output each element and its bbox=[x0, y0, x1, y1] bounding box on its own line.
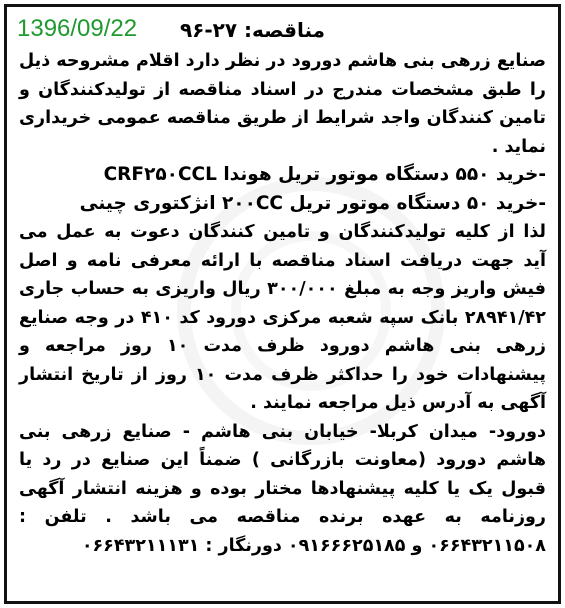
notice-title: مناقصه: ۲۷-۹۶ bbox=[179, 18, 326, 42]
date-stamp: 1396/09/22 bbox=[17, 15, 138, 42]
purchase-item: -خرید ۵۵۰ دستگاه موتور تریل هوندا CRF۲۵۰CCL bbox=[103, 164, 546, 185]
notice-intro: صنایع زرهی بنی هاشم دورود در نظر دارد اقلام مشروحه ذیل را طبق مشخصات مندرج در اسناد مناقصه از تولیدکنندگان و تامین کنندگان واجد شرایط از طریق مناقصه عمومی خریداری نماید . bbox=[19, 51, 546, 157]
notice-frame bbox=[4, 4, 561, 604]
notice-body: لذا از کلیه تولیدکنندگان و تامین کنندگان دعوت به عمل می آید جهت دریافت اسناد مناقصه با ارائه معرفی نامه و اصل فیش واریز وجه به مبلغ ۳۰۰/۰۰۰ ریال واریزی به حساب جاری ۲۸۹۴۱/۴۲ بانک سپه شعبه مرکزی دورود کد ۴۱۰ در وجه صنایع زرهی بنی هاشم دورود ظرف مدت ۱۰ روز مراجعه و پیشنهادات خود را حداکثر ظرف مدت ۱۰ روز از تاریخ انتشار آگهی به آدرس ذیل مراجعه نمایند . bbox=[19, 222, 547, 413]
notice-address: دورود- میدان کربلا- خیابان بنی هاشم - صنایع زرهی بنی هاشم دورود (معاونت بازرگانی ) ضمناً این صنایع در رد یا قبول یک یا کلیه پیشنهادها مختار بوده و هزینه انتشار آگهی روزنامه به عهده برنده مناقصه می باشد . تلفن : ۰۶۶۴۳۲۱۱۵۰۸ و ۰۹۱۶۶۶۲۵۱۸۵ دورنگار : ۰۶۶۴۳۲۱۱۱۳۱ bbox=[19, 421, 546, 556]
purchase-item: -خرید ۵۰ دستگاه موتور تریل ۲۰۰CC انژکتوری چینی bbox=[79, 192, 546, 214]
